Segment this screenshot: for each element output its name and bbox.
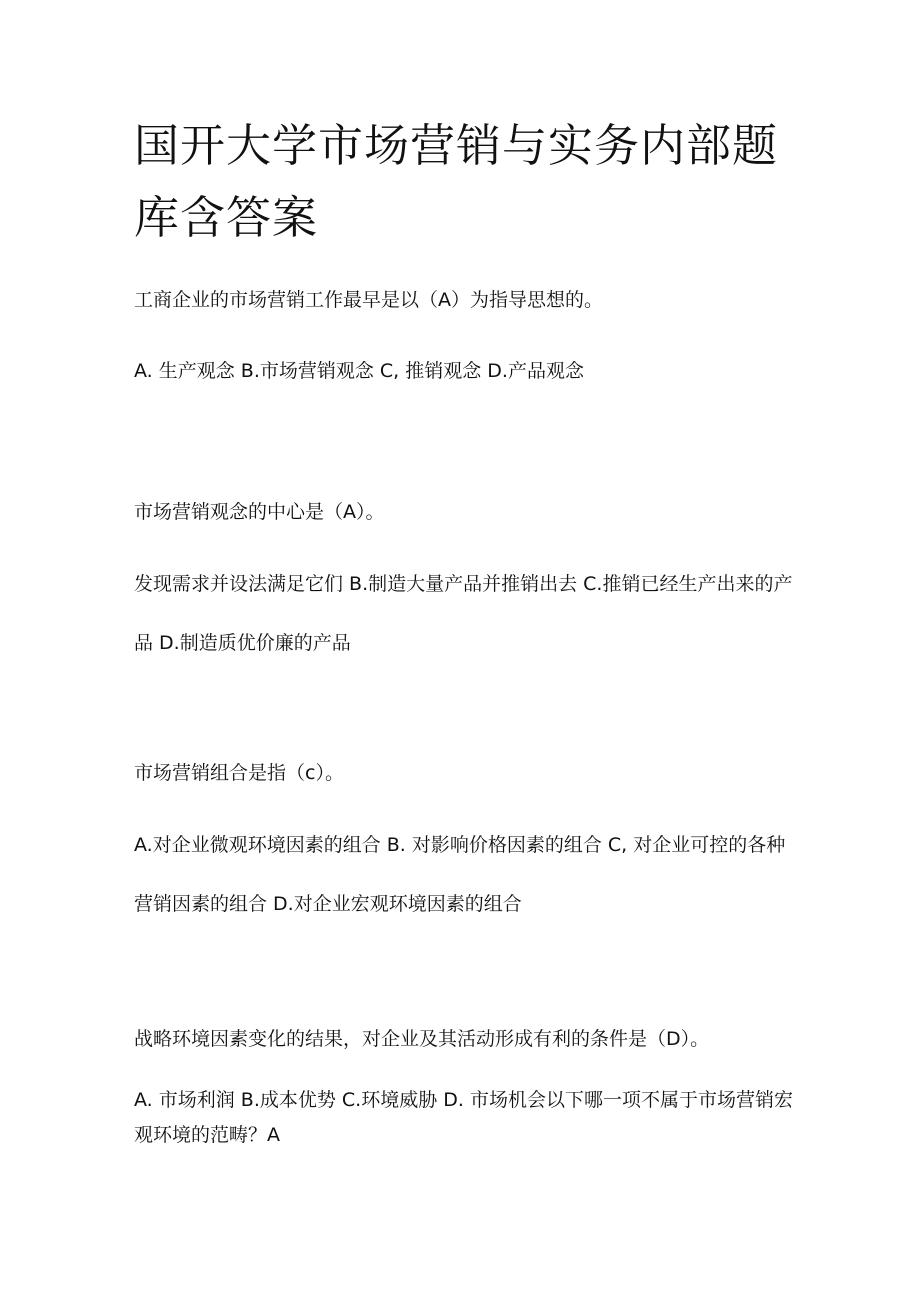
question-2-stem: 市场营销观念的中心是（A）。	[134, 501, 385, 523]
question-4-options: A. 市场利润 B.成本优势 C.环境威胁 D. 市场机会以下哪一项不属于市场营销宏观环境的范畴？A	[134, 1089, 793, 1146]
document-title: 国开大学市场营销与实务内部题库含答案	[134, 119, 779, 244]
question-3-stem: 市场营销组合是指（c）。	[134, 762, 344, 784]
question-1-options: A. 生产观念 B.市场营销观念 C, 推销观念 D.产品观念	[134, 360, 584, 382]
question-3-options: A.对企业微观环境因素的组合 B. 对影响价格因素的组合 C, 对企业可控的各种营销因素的组合 D.对企业宏观环境因素的组合	[134, 834, 786, 915]
question-1-stem: 工商企业的市场营销工作最早是以（A）为指导思想的。	[134, 289, 603, 311]
question-4-stem: 战略环境因素变化的结果，对企业及其活动形成有利的条件是（D）。	[134, 1028, 710, 1050]
question-2-options: 发现需求并设法满足它们 B.制造大量产品并推销出去 C.推销已经生产出来的产品 D.制造质优价廉的产品	[134, 573, 793, 654]
